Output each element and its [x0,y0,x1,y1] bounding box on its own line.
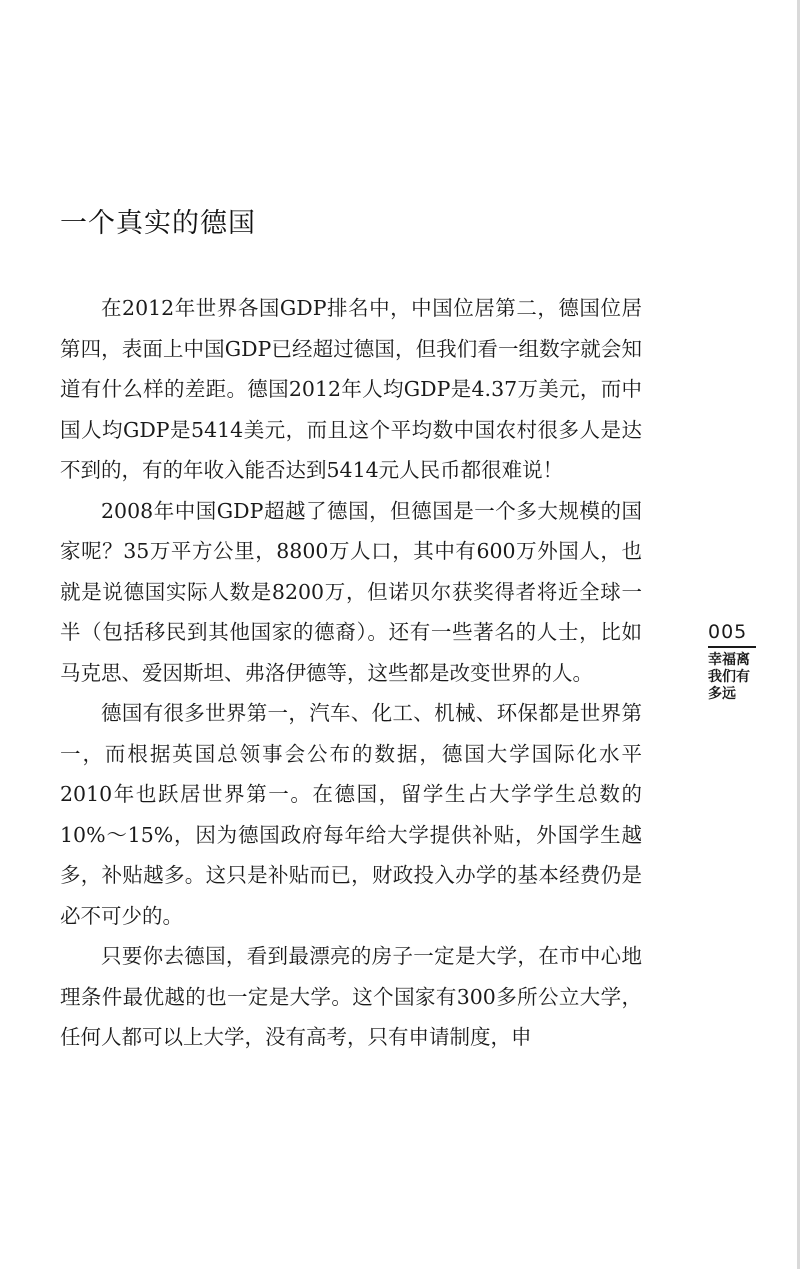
paragraph-2: 2008年中国GDP超越了德国，但德国是一个多大规模的国家呢？35万平方公里，8800万人口，其中有600万外国人，也就是说德国实际人数是8200万，但诺贝尔获奖得者将近全球一半（包括移民到其他国家的德裔）。还有一些著名的人士，比如马克思、爱因斯坦、弗洛伊德等，这些都是改变世界的人。 [60,498,642,685]
paragraph-1: 在2012年世界各国GDP排名中，中国位居第二，德国位居第四，表面上中国GDP已经超过德国，但我们看一组数字就会知道有什么样的差距。德国2012年人均GDP是4.37万美元，而中国人均GDP是5414美元，而且这个平均数中国农村很多人是达不到的，有的年收入能否达到5414元人民币都很难说！ [60,296,642,482]
page-number-rule [708,646,756,648]
body-text [60,288,642,1058]
running-footer [708,620,778,703]
page-number: 005 [708,621,748,643]
paragraph-4: 只要你去德国，看到最漂亮的房子一定是大学，在市中心地理条件最优越的也一定是大学。这个国家有300多所公立大学，任何人都可以上大学，没有高考，只有申请制度，申 [60,944,642,1049]
chapter-title: 一个真实的德国 [60,208,256,239]
book-title: 幸福离我们有多远 [708,652,750,702]
paragraph-3: 德国有很多世界第一，汽车、化工、机械、环保都是世界第一，而根据英国总领事会公布的数据，德国大学国际化水平2010年也跃居世界第一。在德国，留学生占大学学生总数的10%～15%，因为德国政府每年给大学提供补贴，外国学生越多，补贴越多。这只是补贴而已，财政投入办学的基本经费仍是必不可少的。 [60,701,642,928]
